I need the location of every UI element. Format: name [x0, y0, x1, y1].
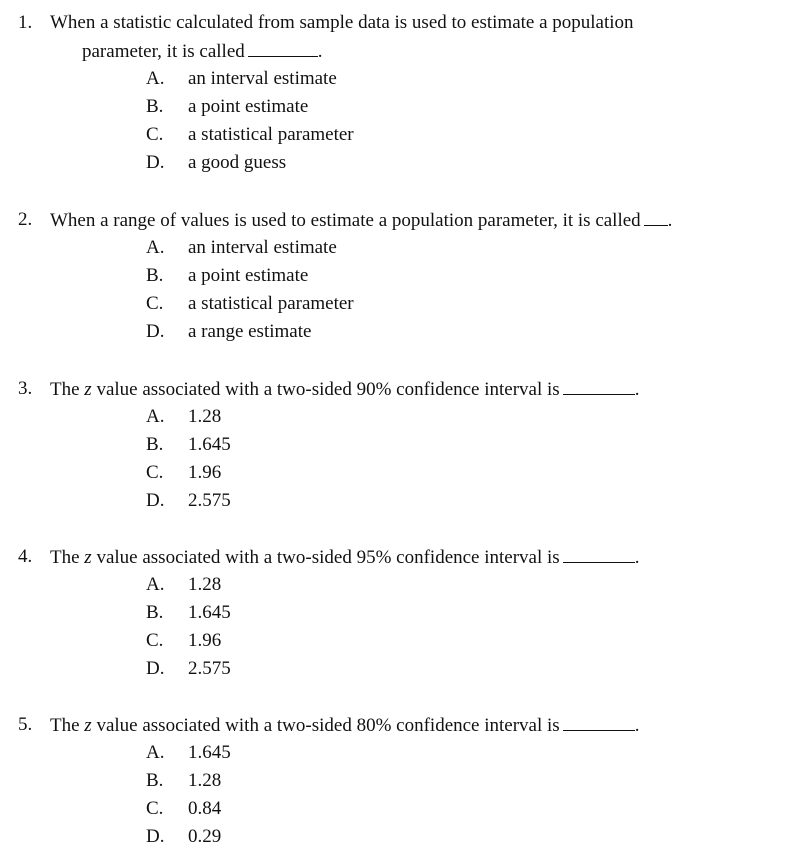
question-number: 2. [18, 209, 33, 230]
option-text: a range estimate [188, 321, 312, 342]
option-letter: B. [146, 96, 164, 117]
question-number: 1. [18, 12, 33, 33]
option-letter: B. [146, 434, 164, 455]
z-variable: z [84, 379, 92, 400]
end-punctuation: . [667, 210, 673, 231]
answer-blank [563, 378, 635, 395]
option-letter: C. [146, 630, 164, 651]
option-letter: A. [146, 237, 165, 258]
question-stem [50, 546, 639, 569]
answer-blank [563, 546, 635, 563]
question-stem-text: When a range of values is used to estimate a population parameter, it is called [50, 210, 641, 231]
option-text: a point estimate [188, 265, 309, 286]
option-letter: A. [146, 68, 165, 89]
question-stem-pre: The [50, 379, 80, 400]
option-letter: C. [146, 293, 164, 314]
option-letter: B. [146, 265, 164, 286]
option-letter: D. [146, 152, 165, 173]
option-text: a good guess [188, 152, 287, 173]
option-text: 1.28 [188, 406, 222, 427]
question-stem [50, 209, 672, 232]
option-text: 1.96 [188, 630, 222, 651]
option-letter: D. [146, 658, 165, 679]
end-punctuation: . [634, 379, 640, 400]
option-text: a statistical parameter [188, 124, 354, 145]
option-text: 1.645 [188, 602, 231, 623]
end-punctuation: . [634, 715, 640, 736]
answer-blank [644, 209, 668, 226]
option-text: 1.645 [188, 434, 231, 455]
option-letter: C. [146, 462, 164, 483]
end-punctuation: . [634, 547, 640, 568]
question-number: 5. [18, 714, 33, 735]
question-stem-post: value associated with a two-sided 80% confidence interval is [96, 715, 560, 736]
option-letter: C. [146, 124, 164, 145]
option-letter: D. [146, 826, 165, 847]
option-text: 2.575 [188, 490, 231, 511]
option-text: an interval estimate [188, 68, 337, 89]
option-letter: A. [146, 406, 165, 427]
option-text: an interval estimate [188, 237, 337, 258]
option-text: 2.575 [188, 658, 231, 679]
option-text: 1.28 [188, 770, 222, 791]
option-text: 1.96 [188, 462, 222, 483]
option-letter: A. [146, 574, 165, 595]
option-text: a statistical parameter [188, 293, 354, 314]
z-variable: z [84, 715, 92, 736]
option-letter: D. [146, 490, 165, 511]
option-text: 0.84 [188, 798, 222, 819]
question-stem [50, 714, 639, 737]
question-number: 3. [18, 378, 33, 399]
answer-blank [563, 714, 635, 731]
option-text: 1.28 [188, 574, 222, 595]
question-stem-post: value associated with a two-sided 90% confidence interval is [96, 379, 560, 400]
question-stem-continued [82, 40, 323, 63]
question-stem-pre: The [50, 547, 80, 568]
option-letter: B. [146, 602, 164, 623]
option-letter: C. [146, 798, 164, 819]
question-stem: When a statistic calculated from sample data is used to estimate a population [50, 12, 634, 33]
question-number: 4. [18, 546, 33, 567]
end-punctuation: . [317, 41, 323, 62]
answer-blank [248, 40, 318, 57]
question-stem-pre: The [50, 715, 80, 736]
question-stem-text: parameter, it is called [82, 41, 245, 62]
question-stem-post: value associated with a two-sided 95% confidence interval is [96, 547, 560, 568]
option-text: 0.29 [188, 826, 222, 847]
option-letter: B. [146, 770, 164, 791]
option-text: 1.645 [188, 742, 231, 763]
question-stem [50, 378, 639, 401]
option-text: a point estimate [188, 96, 309, 117]
option-letter: A. [146, 742, 165, 763]
z-variable: z [84, 547, 92, 568]
option-letter: D. [146, 321, 165, 342]
